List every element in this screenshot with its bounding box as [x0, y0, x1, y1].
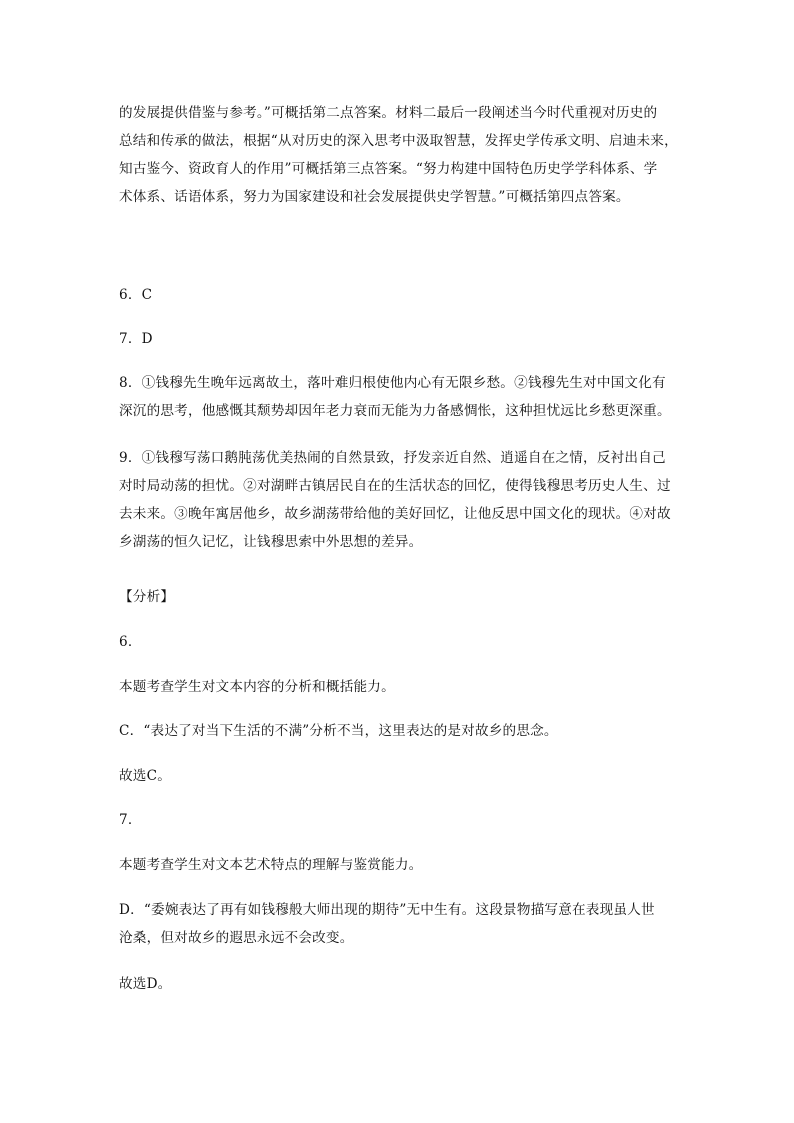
paragraph-answer-5-continued — [119, 99, 694, 211]
answer-8 — [119, 369, 694, 425]
analysis-7-number — [119, 806, 694, 834]
text-line: 7．D — [119, 331, 153, 347]
text-line: 本题考查学生对文本艺术特点的理解与鉴赏能力。 — [119, 857, 423, 873]
text-line: 总结和传承的做法，根据“从对历史的深入思考中汲取智慧，发挥史学传承文明、启迪未来， — [119, 133, 678, 149]
analysis-7-conclusion — [119, 970, 694, 998]
text-line: 8．①钱穆先生晚年远离故土，落叶难归根使他内心有无限乡愁。②钱穆先生对中国文化有 — [119, 375, 666, 391]
text-line: 7． — [119, 812, 142, 828]
analysis-6-conclusion — [119, 762, 694, 790]
text-line: 故选C。 — [119, 768, 171, 784]
analysis-heading — [119, 583, 694, 611]
text-line: 乡湖荡的恒久记忆，让钱穆思索中外思想的差异。 — [119, 534, 423, 550]
text-line: 术体系、话语体系，努力为国家建设和社会发展提供史学智慧。”可概括第四点答案。 — [119, 189, 630, 205]
text-line: 6．C — [119, 287, 153, 303]
analysis-6-option-c — [119, 717, 694, 745]
text-line: 故选D。 — [119, 976, 172, 992]
analysis-7-intro — [119, 851, 694, 879]
text-line: C．“表达了对当下生活的不满”分析不当，这里表达的是对故乡的思念。 — [119, 723, 558, 739]
text-line: 的发展提供借鉴与参考。”可概括第二点答案。材料二最后一段阐述当今时代重视对历史的 — [119, 105, 658, 121]
text-line: 深沉的思考，他感慨其颓势却因年老力衰而无能为力备感惆怅，这种担忧远比乡愁更深重。 — [119, 403, 671, 419]
analysis-7-option-d — [119, 896, 694, 952]
text-line: 沧桑，但对故乡的遐思永远不会改变。 — [119, 930, 354, 946]
text-line: 知古鉴今、资政育人的作用”可概括第三点答案。“努力构建中国特色历史学学科体系、学 — [119, 161, 658, 177]
text-line: 对时局动荡的担忧。②对湖畔古镇居民自在的生活状态的回忆，使得钱穆思考历史人生、过 — [119, 478, 671, 494]
answer-7 — [119, 325, 694, 353]
text-line: 本题考查学生对文本内容的分析和概括能力。 — [119, 679, 395, 695]
text-line: D．“委婉表达了再有如钱穆般大师出现的期待”无中生有。这段景物描写意在表现虽人世 — [119, 902, 655, 918]
analysis-6-intro — [119, 673, 694, 701]
answer-6 — [119, 281, 694, 309]
text-line: 去未来。③晚年寓居他乡，故乡湖荡带给他的美好回忆，让他反思中国文化的现状。④对故 — [119, 506, 671, 522]
text-line: 6． — [119, 634, 142, 650]
analysis-6-number — [119, 628, 694, 656]
text-line: 【分析】 — [119, 589, 175, 605]
text-line: 9．①钱穆写荡口鹅肫荡优美热闹的自然景致，抒发亲近自然、逍遥自在之情，反衬出自己 — [119, 450, 666, 466]
answer-9 — [119, 444, 694, 556]
